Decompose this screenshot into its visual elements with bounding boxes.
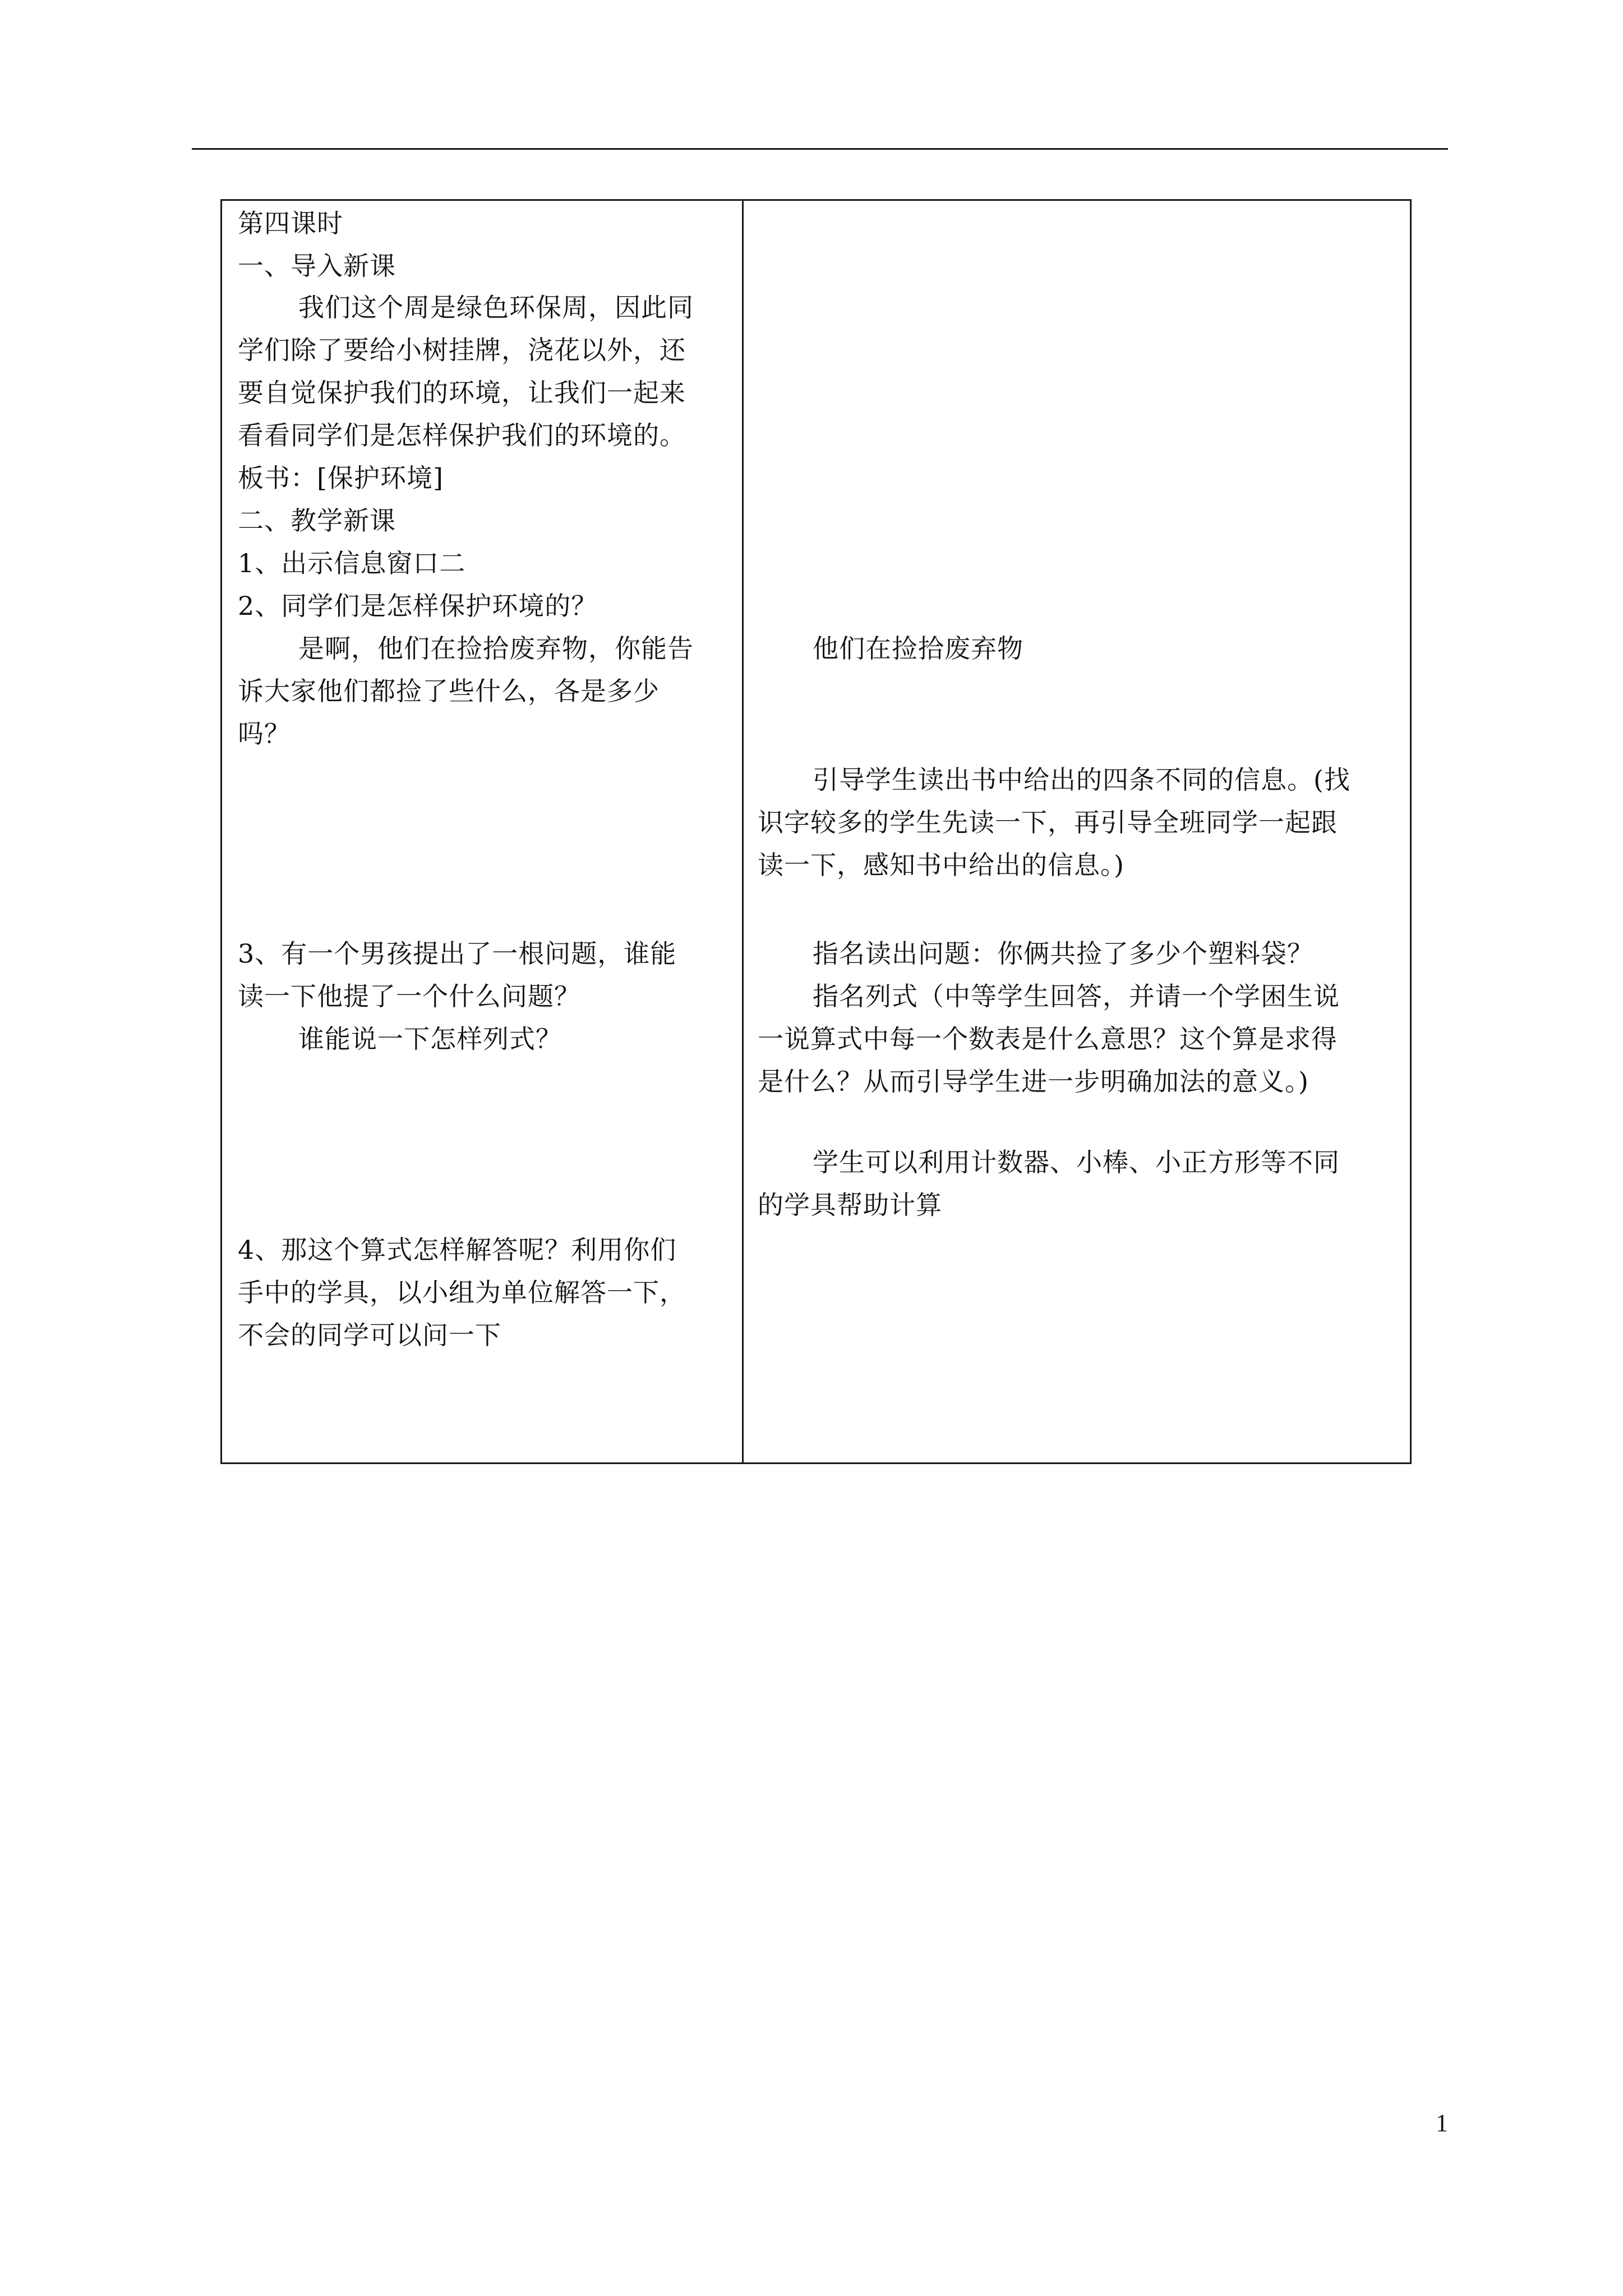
column-divider [742, 201, 744, 1462]
step-item: 2、同学们是怎样保护环境的？ [238, 591, 598, 621]
text-line: 学生可以利用计数器、小棒、小正方形等不同 [813, 1147, 1340, 1177]
text-line: 要自觉保护我们的环境，让我们一起来 [238, 378, 686, 408]
text-line: 我们这个周是绿色环保周，因此同 [298, 292, 694, 323]
text-line: 读一下他提了一个什么问题？ [238, 981, 580, 1011]
text-line: 不会的同学可以问一下 [238, 1320, 501, 1350]
text-line: 是什么？从而引导学生进一步明确加法的意义。) [758, 1066, 1309, 1097]
text-line: 学们除了要给小树挂牌，浇花以外，还 [238, 335, 686, 365]
text-line: 指名列式（中等学生回答，并请一个学困生说 [813, 981, 1340, 1011]
text-line: 吗？ [238, 719, 291, 749]
text-line: 看看同学们是怎样保护我们的环境的。 [238, 420, 686, 450]
text-line: 诉大家他们都捡了些什么，各是多少 [238, 676, 660, 706]
lesson-plan-table [220, 199, 1412, 1464]
text-line: 是啊，他们在捡拾废弃物，你能告 [298, 633, 694, 664]
step-item: 4、那这个算式怎样解答呢？利用你们 [238, 1235, 677, 1265]
text-line: 识字较多的学生先读一下，再引导全班同学一起跟 [758, 807, 1338, 838]
teacher-activity-column [238, 201, 737, 1462]
text-line: 的学具帮助计算 [758, 1190, 942, 1220]
header-rule [192, 148, 1448, 150]
section-heading-new-lesson: 二、教学新课 [238, 505, 396, 536]
text-line: 引导学生读出书中给出的四条不同的信息。(找 [813, 765, 1350, 795]
section-heading-intro: 一、导入新课 [238, 251, 396, 281]
text-line: 他们在捡拾废弃物 [813, 633, 1023, 664]
page-number: 1 [1436, 2109, 1448, 2137]
text-line: 指名读出问题：你俩共捡了多少个塑料袋？ [813, 938, 1313, 969]
text-line: 一说算式中每一个数表是什么意思？这个算是求得 [758, 1024, 1338, 1054]
text-line: 谁能说一下怎样列式？ [298, 1024, 562, 1054]
student-activity-column [758, 201, 1397, 1462]
lesson-title: 第四课时 [238, 208, 343, 238]
text-line: 读一下，感知书中给出的信息。) [758, 850, 1124, 880]
text-line: 手中的学具，以小组为单位解答一下， [238, 1277, 686, 1308]
step-item: 1、出示信息窗口二 [238, 548, 466, 578]
board-note: 板书：[保护环境] [238, 463, 444, 493]
step-item: 3、有一个男孩提出了一根问题，谁能 [238, 938, 677, 969]
